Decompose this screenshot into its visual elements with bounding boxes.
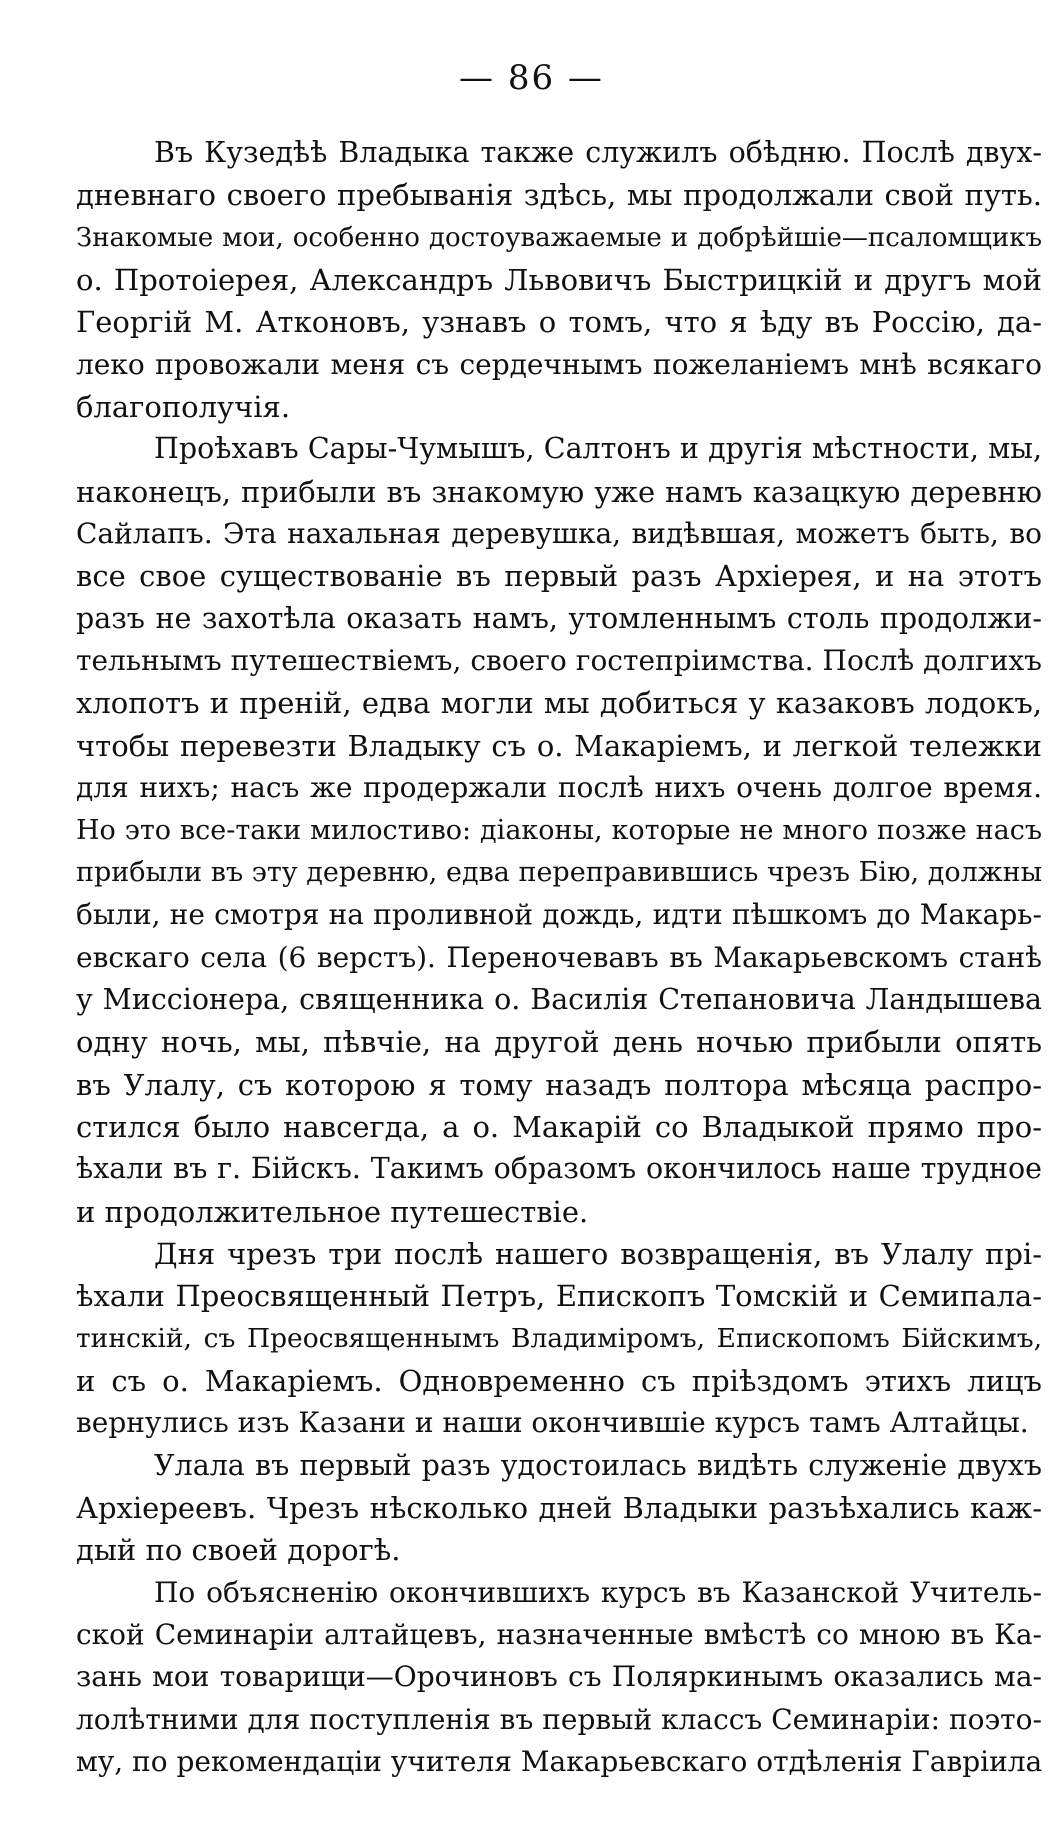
text-line: у Миссіонера, священника о. Василія Степановича Ландышева: [76, 982, 1042, 1016]
text-line: чтобы перевезти Владыку съ о. Макаріемъ, и легкой тележки: [76, 728, 1042, 763]
text-line: Улала въ первый разъ удостоилась видѣть служеніе двухъ: [154, 1448, 1042, 1482]
text-line: дый по своей дорогѣ.: [76, 1533, 401, 1568]
text-line: прибыли въ эту деревню, едва переправившись чрезъ Бію, должны: [76, 856, 1042, 888]
text-line: Въ Кузедѣѣ Владыка также служилъ обѣдню. Послѣ двух-: [154, 136, 1042, 169]
text-line: и съ о. Макаріемъ. Одновременно съ пріѣздомъ этихъ лицъ: [76, 1363, 1042, 1398]
text-line: тинскій, съ Преосвященнымъ Владиміромъ, Епископомъ Бійскимъ,: [76, 1322, 1042, 1354]
page-number: — 86 —: [459, 58, 604, 98]
text-line: Георгій М. Атконовъ, узнавъ о томъ, что я ѣду въ Россію, да-: [76, 305, 1042, 340]
text-line: въ Улалу, съ которою я тому назадъ полтора мѣсяца распро-: [76, 1067, 1042, 1102]
text-line: Дня чрезъ три послѣ нашего возвращенія, въ Улалу прі-: [154, 1236, 1042, 1271]
text-line: Сайлапъ. Эта нахальная деревушка, видѣвшая, можетъ быть, во: [76, 517, 1042, 551]
text-line: лолѣтними для поступленія въ первый классъ Семинаріи: поэто-: [76, 1702, 1042, 1736]
text-line: Знакомые мои, особенно достоуважаемые и добрѣйшіе—псаломщикъ: [76, 222, 1042, 253]
text-line: леко провожали меня съ сердечнымъ пожеланіемъ мнѣ всякаго: [76, 347, 1042, 381]
text-line: Архіереевъ. Чрезъ нѣсколько дней Владыки разъѣхались каж-: [76, 1491, 1042, 1525]
text-line: ской Семинаріи алтайцевъ, назначенные вмѣстѣ со мною въ Ка-: [76, 1618, 1042, 1652]
text-line: о. Протоіерея, Александръ Львовичъ Быстрицкій и другъ мой: [76, 263, 1042, 298]
text-line: ѣхали въ г. Бійскъ. Такимъ образомъ окончилось наше трудное: [76, 1152, 1042, 1186]
text-line: Проѣхавъ Сары-Чумышъ, Салтонъ и другія мѣстности, мы,: [154, 432, 1042, 466]
text-line: Но это все-таки милостиво: діаконы, которые не много позже насъ: [76, 814, 1042, 846]
text-line: ѣхали Преосвященный Петръ, Епископъ Томскій и Семипала-: [76, 1279, 1042, 1314]
text-line: стился было навсегда, а о. Макарій со Владыкой прямо про-: [76, 1109, 1042, 1144]
body-text: [76, 132, 1042, 1783]
text-line: наконецъ, прибыли въ знакомую уже намъ казацкую деревню: [76, 474, 1042, 509]
text-line: По объясненію окончившихъ курсъ въ Казанской Учитель-: [154, 1575, 1042, 1609]
text-line: одну ночь, мы, пѣвчіе, на другой день ночью прибыли опять: [76, 1025, 1042, 1060]
text-line: благополучія.: [76, 390, 291, 425]
text-line: для нихъ; насъ же продержали послѣ нихъ очень долгое время.: [76, 771, 1042, 805]
text-line: зань мои товарищи—Орочиновъ съ Поляркинымъ оказались ма-: [76, 1660, 1042, 1694]
text-line: и продолжительное путешествіе.: [76, 1194, 589, 1229]
text-line: вернулись изъ Казани и наши окончившіе курсъ тамъ Алтайцы.: [76, 1406, 1029, 1440]
text-line: были, не смотря на проливной дождь, идти пѣшкомъ до Макарь-: [76, 898, 1042, 932]
text-line: му, по рекомендаціи учителя Макарьевскаго отдѣленія Гавріила: [76, 1745, 1042, 1779]
text-line: тельнымъ путешествіемъ, своего гостепріимства. Послѣ долгихъ: [76, 644, 1042, 678]
text-line: евскаго села (6 верстъ). Переночевавъ въ Макарьевскомъ станѣ: [76, 940, 1042, 974]
text-line: дневнаго своего пребыванія здѣсь, мы продолжали свой путь.: [76, 178, 1042, 213]
text-line: все свое существованіе въ первый разъ Архіерея, и на этотъ: [76, 559, 1042, 594]
text-line: хлопотъ и преній, едва могли мы добиться у казаковъ лодокъ,: [76, 686, 1042, 721]
text-line: разъ не захотѣла оказать намъ, утомленнымъ столь продолжи-: [76, 601, 1042, 635]
